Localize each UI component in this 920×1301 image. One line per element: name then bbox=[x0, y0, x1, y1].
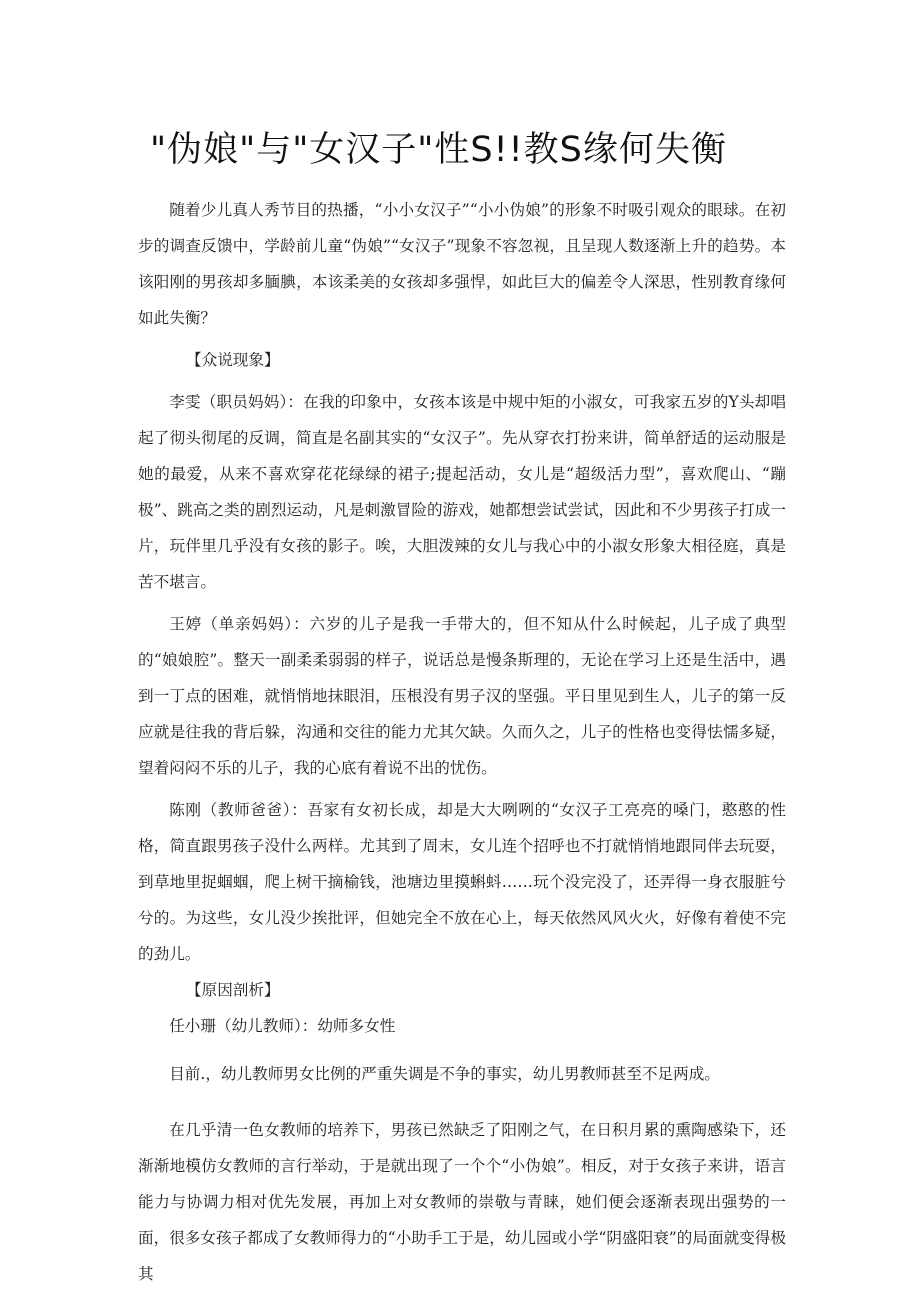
article-body bbox=[138, 192, 786, 1292]
paragraph-li-wen: 李雯（职员妈妈）：在我的印象中，女孩本该是中规中矩的小淑女，可我家五岁的Y头却唱起了彻头彻尾的反调，简直是名副其实的“女汉子”。先从穿衣打扮来讲，简单舒适的运动服是她的最爱，从来不喜欢穿花花绿绿的裙子;提起活动，女儿是“超级活力型”，喜欢爬山、“蹦极”、跳高之类的剧烈运动，凡是刺激冒险的游戏，她都想尝试尝试，因此和不少男孩子打成一片，玩伴里几乎没有女孩的影子。唉，大胆泼辣的女儿与我心中的小淑女形象大相径庭，真是苦不堪言。 bbox=[138, 393, 786, 591]
paragraph-wang-ting: 王婷（单亲妈妈）：六岁的儿子是我一手带大的，但不知从什么时候起，儿子成了典型的“娘娘腔”。整天一副柔柔弱弱的样子，说话总是慢条斯理的，无论在学习上还是生活中，遇到一丁点的困难，就悄悄地抹眼泪，压根没有男子汉的坚强。平日里见到生人，儿子的第一反应就是往我的背后躲，沟通和交往的能力尤其欠缺。久而久之，儿子的性格也变得怯懦多疑，望着闷闷不乐的儿子，我的心底有着说不出的忧伤。 bbox=[138, 615, 786, 777]
section-heading-causes: 【原因剖析】 bbox=[186, 981, 280, 999]
paragraph-chen-gang: 陈刚（教师爸爸）：吾家有女初长成，却是大大咧咧的“女汉子工亮亮的嗓门，憨憨的性格，简直跟男孩子没什么两样。尤其到了周末，女儿连个招呼也不打就悄悄地跟同伴去玩耍，到草地里捉蝈蝈，爬上树干摘榆钱，池塘边里摸蝌蚪……玩个没完没了，还弄得一身衣服脏兮兮的。为这些，女儿没少挨批评，但她完全不放在心上，每天依然风风火火，好像有着使不完的劲儿。 bbox=[138, 801, 786, 963]
article-title: "伪娘"与"女汉子"性S!!教S缘何失衡 bbox=[150, 130, 727, 170]
paragraph-female-teachers: 在几乎清一色女教师的培养下，男孩已然缺乏了阳刚之气，在日积月累的熏陶感染下，还渐渐地模仿女教师的言行举动，于是就出现了一个个“小伪娘”。相反，对于女孩子来讲，语言能力与协调力相对优先发展，再加上对女教师的崇敬与青睐，她们便会逐渐表现出强势的一面，很多女孩子都成了女教师得力的“小助手工于是，幼儿园或小学“阴盛阳衰”的局面就变得极其 bbox=[138, 1121, 786, 1283]
intro-paragraph: 随着少儿真人秀节目的热播，“小小女汉子”“小小伪娘”的形象不时吸引观众的眼球。在初步的调查反馈中，学龄前儿童“伪娘”“女汉子”现象不容忽视，且呈现人数逐渐上升的趋势。本该阳刚的男孩却多腼腆，本该柔美的女孩却多强悍，如此巨大的偏差令人深思，性别教育缘何如此失衡？ bbox=[138, 201, 786, 327]
section-heading-phenomena: 【众说现象】 bbox=[186, 351, 280, 369]
paragraph-ren-xiaoshan-heading: 任小珊（幼儿教师）：幼师多女性 bbox=[169, 1017, 396, 1035]
paragraph-teacher-ratio: 目前.，幼儿教师男女比例的严重失调是不争的事实，幼儿男教师甚至不足两成。 bbox=[169, 1065, 720, 1083]
